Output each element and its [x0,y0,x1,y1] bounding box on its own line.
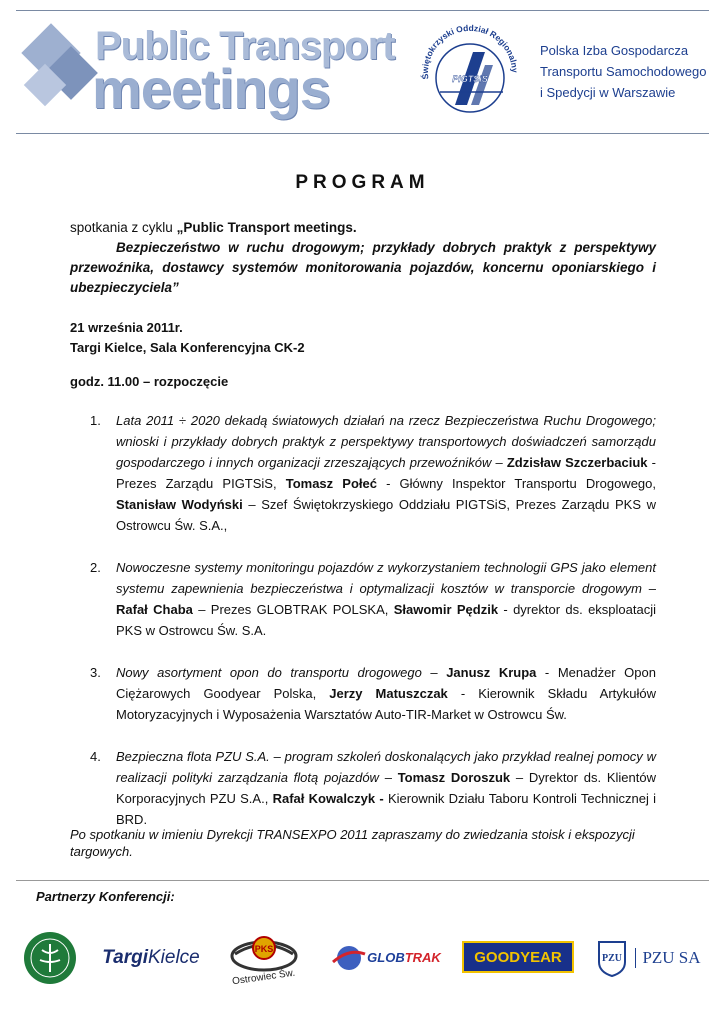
partner-logo-targi-kielce [98,925,204,990]
globtrak-wordmark: GLOB [367,950,405,965]
agenda-number: 2. [90,560,101,575]
speaker-role: – Szef Świętokrzyskiego Oddziału PIGTSiS, Prezes Zarządu PKS w Ostrowcu Św. S.A., [116,497,656,533]
seal-abbrev: PIGTSiS [452,74,488,84]
page-title: PROGRAM [295,172,430,193]
meeting-topic-text: Bezpieczeństwo w ruchu drogowym; przykłady dobrych praktyk z perspektywy przewoźnika, dostawcy systemów monitorowania pojazdów, koncernu oponiarskiego i ubezpieczyciela” [70,240,656,295]
speaker-role: - Prezes Zarządu PIGTSiS, [116,455,656,491]
agenda-number: 3. [90,665,101,680]
partner-logo-goodyear [462,941,574,973]
speaker-role: - dyrektor ds. eksploatacji PKS w Ostrowcu Św. S.A. [116,602,656,638]
event-details [70,318,305,358]
event-date: 21 września 2011r. [70,320,183,335]
series-line [70,218,656,238]
agenda-topic: Bezpieczna flota PZU S.A. – program szkoleń doskonalących jako przykład realnej pomocy w realizacji polityki zarządzania flotą pojazdów [116,749,656,785]
header-top-rule [16,10,709,11]
brand-title-line1: Public Transport [95,24,395,68]
organization-name-line: i Spedycji w Warszawie [540,85,676,100]
pks-badge-text: PKS [254,944,274,954]
agenda-separator: – [491,455,507,470]
pzu-badge-text: PZU [602,952,623,964]
agenda-topic: Lata 2011 ÷ 2020 dekadą światowych działań na rzecz Bezpieczeństwa Ruchu Drogowego; wnioski i przykłady dobrych praktyk z perspektywy transportowych doświadczeń samorządu gospodarczego i innych organizacji zrzeszających przewoźników [116,413,656,470]
agenda-item [70,746,656,830]
brand-title-line2: meetings [92,57,330,120]
header-bottom-rule [16,133,709,134]
speaker-name: Tomasz Doroszuk [397,770,511,785]
speaker-role: - Menadżer Opon Ciężarowych Goodyear Polska, [116,665,656,701]
speaker-name: Janusz Krupa [446,665,537,680]
event-venue: Targi Kielce, Sala Konferencyjna CK-2 [70,340,305,355]
pzu-shield-icon [595,938,629,978]
partner-logo-pzu [592,925,704,990]
speaker-name: Jerzy Matuszczak [329,686,448,701]
partners-heading: Partnerzy Konferencji: [36,889,175,904]
event-start: godz. 11.00 – rozpoczęcie [70,374,229,389]
speaker-name: Stanisław Wodyński [116,497,243,512]
pigtsis-seal-logo [415,20,525,130]
meeting-topic [70,238,656,298]
speaker-role: – Dyrektor ds. Klientów Korporacyjnych PZU S.A., [116,770,656,806]
targi-wordmark: Targi [102,946,148,968]
goodyear-wordmark: GOODYEAR [474,948,562,966]
kielce-wordmark: Kielce [148,946,200,968]
speaker-name: Tomasz Połeć [285,476,377,491]
pzu-wordmark: PZU SA [635,948,700,968]
speaker-role: - Kierownik Składu Artykułów Motoryzacyjnych i Wyposażenia Warsztatów Auto-TIR-Market w Ostrowcu Św. [116,686,656,722]
speaker-role: - Główny Inspektor Transportu Drogowego, [376,476,656,491]
speaker-name: Rafał Kowalczyk - [272,791,384,806]
agenda-number: 1. [90,413,101,428]
globe-swoosh-icon [331,940,367,976]
speaker-role: Kierownik Działu Taboru Kontroli Technicznej i BRD. [116,791,656,827]
globtrak-wordmark-red: TRAK [404,950,441,965]
speaker-name: Zdzisław Szczerbaciuk [506,455,648,470]
partner-logo-pigtsis [20,925,80,990]
transport-emblem-icon [22,930,78,986]
page-header [0,0,725,135]
agenda-separator: – [421,665,447,680]
agenda-separator: – [641,581,657,596]
agenda-item [70,662,656,725]
organization-name-line: Transportu Samochodowego [540,64,707,79]
intro [70,218,656,298]
speaker-name: Sławomir Pędzik [393,602,499,617]
organization-name [540,40,720,103]
agenda-list [70,410,656,830]
agenda-topic: Nowoczesne systemy monitoringu pojazdów z wykorzystaniem technologii GPS jako element systemu zapewnienia bezpieczeństwa i optymalizacji kosztów w transporcie drogowym [116,560,656,596]
speaker-role: – Prezes GLOBTRAK POLSKA, [192,602,394,617]
partner-logo-pks-ostrowiec [218,925,310,990]
seal-ring-text: Świętokrzyski Oddział Regionalny [419,22,521,80]
agenda-item [70,557,656,641]
agenda-item [70,410,656,536]
agenda-topic: Nowy asortyment opon do transportu drogowego [116,665,422,680]
pks-city: Ostrowiec Św. [231,967,297,988]
series-prefix: spotkania z cyklu [70,220,177,235]
closing-note: Po spotkaniu w imieniu Dyrekcji TRANSEXPO 2011 zapraszamy do zwiedzania stoisk i ekspozycji targowych. [70,827,635,859]
series-name: „Public Transport meetings. [176,220,357,235]
agenda-number: 4. [90,749,101,764]
organization-name-line: Polska Izba Gospodarcza [540,43,689,58]
agenda-separator: – [378,770,398,785]
partner-logo-globtrak [330,925,442,990]
speaker-name: Rafał Chaba [116,602,193,617]
footer-rule [16,880,709,881]
